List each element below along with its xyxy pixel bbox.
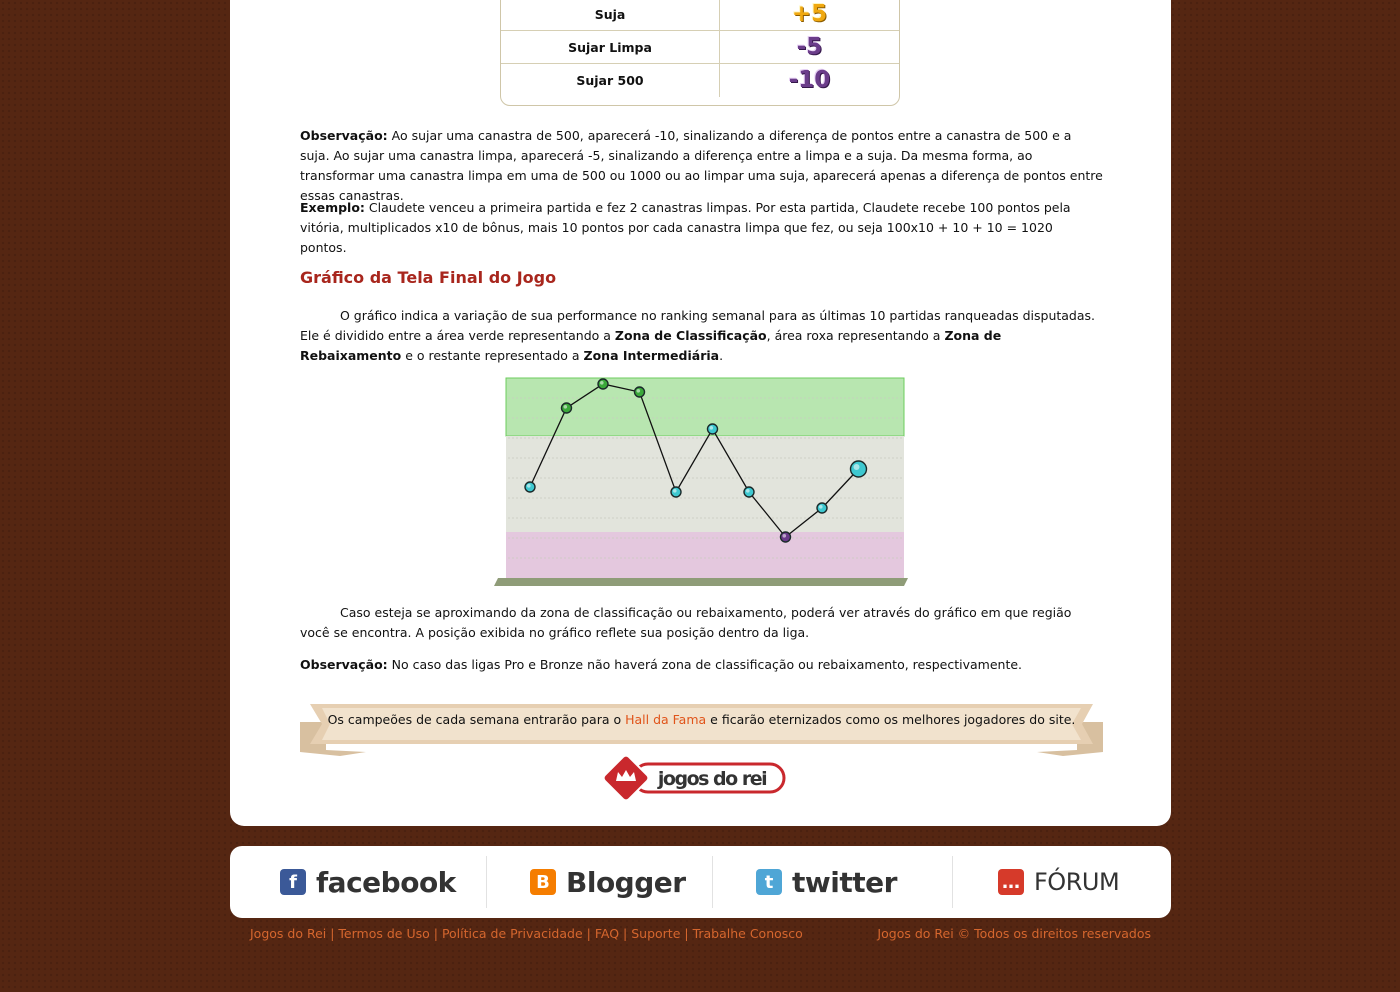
table-cell-label: Sujar 500	[501, 64, 720, 97]
footer-separator: |	[680, 926, 693, 941]
zone-relegation-label: Zona de Rebaixamento	[300, 328, 1002, 363]
observation-paragraph	[300, 126, 1103, 206]
blogger-icon: B	[530, 869, 556, 895]
footer-copyright: Jogos do Rei © Todos os direitos reservados	[877, 926, 1151, 941]
blogger-label: Blogger	[566, 865, 686, 899]
desc-text: .	[719, 348, 724, 363]
data-point-highlight	[673, 489, 677, 493]
data-point-highlight	[819, 505, 823, 509]
observation-text: Ao sujar uma canastra de 500, aparecerá -10, sinalizando a diferença de pontos entre a canastra de 500 e a suja. Ao sujar uma canastra limpa, aparecerá -5, sinalizando a diferença entre a limpa e a suja. Da mesma forma, ao transformar uma canastra limpa em uma de 500 ou 1000 ou ao limpar uma suja, aparecerá apenas a diferença de pontos entre essas canastras.	[300, 128, 1103, 203]
social-divider	[952, 856, 953, 908]
table-cell-value: -10	[788, 67, 831, 93]
footer-separator: |	[326, 926, 339, 941]
facebook-icon: f	[280, 869, 306, 895]
chart-base	[494, 578, 908, 586]
footer-link-jogos-do-rei[interactable]: Jogos do Rei	[250, 926, 327, 941]
observation-text: No caso das ligas Pro e Bronze não haverá zona de classificação ou rebaixamento, respectivamente.	[387, 657, 1023, 672]
logo-text: jogos do rei	[657, 768, 767, 790]
example-paragraph	[300, 198, 1103, 258]
desc-text: , área roxa representando a	[766, 328, 945, 343]
twitter-icon: t	[756, 869, 782, 895]
desc-text: e o restante representado a	[401, 348, 584, 363]
example-label: Exemplo:	[300, 200, 365, 215]
footer-link-faq[interactable]: FAQ	[594, 926, 620, 941]
banner-text-start: Os campeões de cada semana entrarão para o	[327, 712, 626, 727]
forum-label: FÓRUM	[1034, 868, 1120, 896]
data-point-highlight	[854, 464, 860, 470]
section-title: Gráfico da Tela Final do Jogo	[300, 268, 557, 287]
blogger-link[interactable]	[530, 846, 686, 918]
data-point-highlight	[564, 405, 568, 409]
footer-links	[250, 926, 803, 941]
data-point-highlight	[710, 426, 714, 430]
twitter-link[interactable]	[756, 846, 897, 918]
footer-link-privacidade[interactable]: Política de Privacidade	[441, 926, 583, 941]
performance-chart	[492, 374, 912, 590]
zone-relegation-area	[506, 532, 904, 578]
forum-link[interactable]	[998, 846, 1119, 918]
footer-link-termos[interactable]: Termos de Uso	[338, 926, 430, 941]
footer-link-trabalhe-conosco[interactable]: Trabalhe Conosco	[692, 926, 803, 941]
facebook-label: facebook	[316, 865, 456, 899]
footer-separator: |	[619, 926, 632, 941]
zone-info-paragraph: Caso esteja se aproximando da zona de classificação ou rebaixamento, poderá ver através do gráfico em que região você se encontra. A posição exibida no gráfico reflete sua posição dentro da liga.	[300, 605, 1072, 640]
social-divider	[486, 856, 487, 908]
example-text: Claudete venceu a primeira partida e fez 2 canastras limpas. Por esta partida, Claudete recebe 100 pontos pela vitória, multiplicados x10 de bônus, mais 10 pontos por cada canastra limpa que fez, ou seja 100x10 + 10 + 10 = 1020 pontos.	[300, 200, 1071, 255]
data-point-highlight	[783, 534, 787, 538]
observation-label: Observação:	[300, 657, 388, 672]
data-point-highlight	[637, 389, 641, 393]
hall-of-fame-link[interactable]: Hall da Fama	[625, 712, 707, 727]
table-cell-label: Suja	[501, 0, 720, 31]
score-table	[500, 0, 900, 106]
observation-label: Observação:	[300, 128, 388, 143]
observation-paragraph-2	[300, 655, 1103, 675]
footer-link-suporte[interactable]: Suporte	[631, 926, 681, 941]
footer-separator: |	[429, 926, 442, 941]
social-bar	[230, 846, 1171, 918]
desc-text: O gráfico indica a variação de sua performance no ranking semanal para as últimas 10 partidas ranqueadas disputadas. Ele é dividido entre a área verde representando a	[300, 308, 1096, 343]
banner-text	[300, 700, 1103, 740]
social-divider	[712, 856, 713, 908]
main-content	[230, 0, 1171, 826]
twitter-label: twitter	[792, 865, 897, 899]
jogos-do-rei-logo[interactable]	[604, 750, 796, 806]
chart-description	[300, 306, 1103, 366]
zone-classification-label: Zona de Classificação	[614, 328, 767, 343]
hall-of-fame-banner	[300, 700, 1103, 756]
table-row	[501, 0, 899, 31]
forum-icon: …	[998, 869, 1024, 895]
data-point-highlight	[746, 489, 750, 493]
facebook-link[interactable]	[280, 846, 456, 918]
data-point-highlight	[600, 381, 604, 385]
table-row	[501, 30, 899, 64]
table-cell-label: Sujar Limpa	[501, 31, 720, 64]
table-cell-value: -5	[796, 34, 823, 60]
table-cell-value: +5	[791, 1, 828, 27]
footer-separator: |	[582, 926, 595, 941]
banner-text-end: e ficarão eternizados como os melhores jogadores do site.	[706, 712, 1076, 727]
zone-intermediate-label: Zona Intermediária	[583, 348, 720, 363]
data-point-highlight	[527, 484, 531, 488]
table-row	[501, 63, 899, 97]
